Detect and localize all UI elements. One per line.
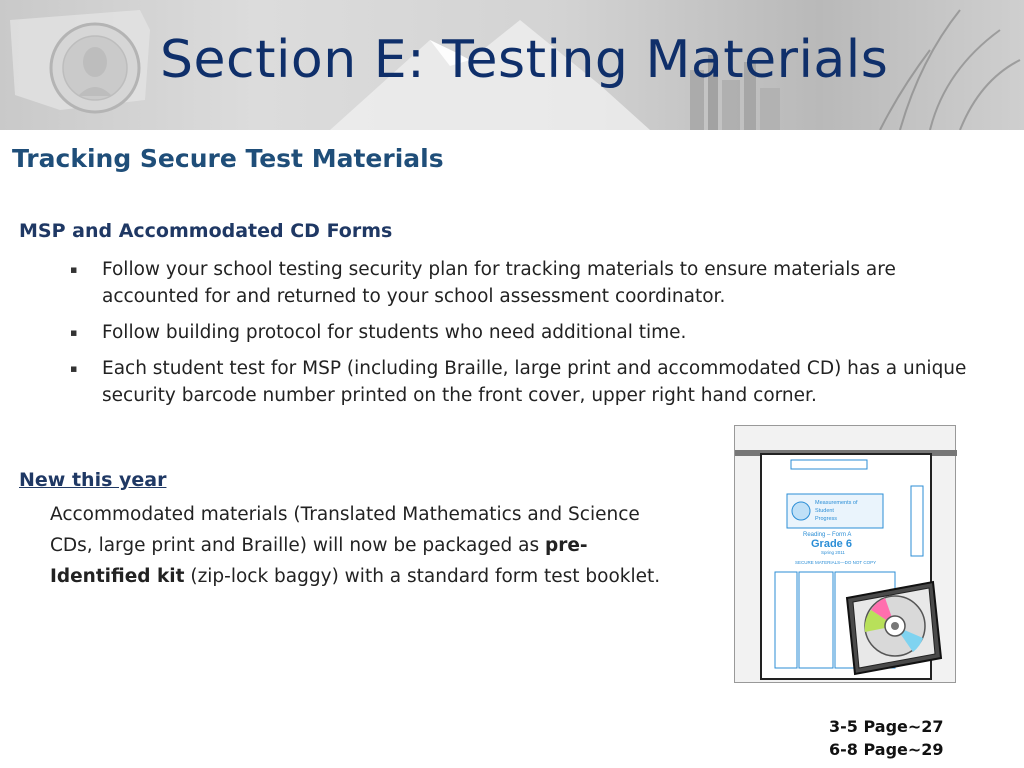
- slide-title: Section E: Testing Materials: [160, 30, 889, 90]
- new-this-year-heading: New this year: [19, 469, 167, 491]
- new-text-before: Accommodated materials (Translated Mathematics and Science CDs, large print and Braille) will now be packaged as: [50, 504, 640, 556]
- square-bullet-icon: ▪: [70, 326, 78, 339]
- bullet-text: Follow your school testing security plan for tracking materials to ensure materials are accounted for and returned to your school assessment coordinator.: [102, 259, 896, 307]
- booklet-secure-notice: SECURE MATERIALS—DO NOT COPY: [795, 560, 877, 565]
- new-this-year-text: [50, 499, 670, 592]
- cd-case-icon: [847, 582, 941, 674]
- page-ref-3-5: 3-5 Page~27: [829, 717, 944, 736]
- booklet-grade: Grade 6: [811, 538, 852, 550]
- square-bullet-icon: ▪: [70, 263, 78, 276]
- booklet-program-line2: Student: [815, 508, 834, 514]
- booklet-illustration: [735, 426, 957, 684]
- bullet-text: Follow building protocol for students who need additional time.: [102, 322, 687, 343]
- bullet-item: [70, 256, 970, 310]
- slide-subtitle: Tracking Secure Test Materials: [12, 144, 444, 173]
- booklet-term: Spring 2011: [821, 550, 845, 555]
- square-bullet-icon: ▪: [70, 362, 78, 375]
- bullet-item: [70, 355, 970, 409]
- booklet-program-line1: Measurements of: [815, 500, 858, 506]
- new-text-after: (zip-lock baggy) with a standard form test booklet.: [184, 566, 661, 587]
- test-booklet-image: [734, 425, 956, 683]
- msp-forms-heading: MSP and Accommodated CD Forms: [19, 220, 393, 242]
- booklet-form-label: Reading – Form A: [803, 532, 852, 538]
- bullet-item: [70, 319, 970, 346]
- bullet-text: Each student test for MSP (including Braille, large print and accommodated CD) has a unique security barcode number printed on the front cover, upper right hand corner.: [102, 358, 967, 406]
- booklet-program-line3: Progress: [815, 516, 838, 522]
- page-ref-6-8: 6-8 Page~29: [829, 740, 944, 759]
- pre-identified-kit-label: pre-Identified kit: [50, 535, 588, 587]
- msp-bullet-list: [70, 256, 970, 418]
- page-references: [829, 715, 944, 761]
- state-seal-icon: [40, 0, 180, 130]
